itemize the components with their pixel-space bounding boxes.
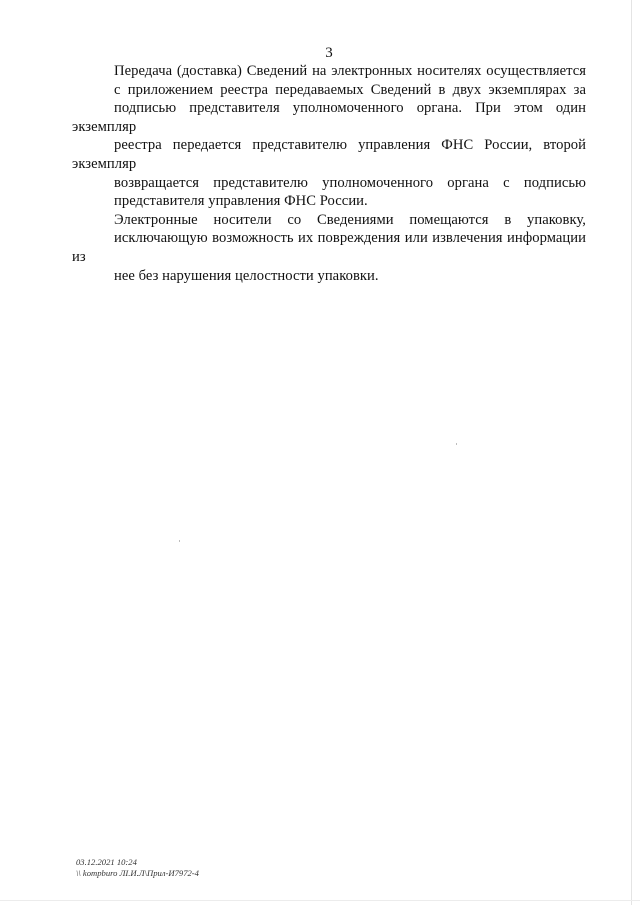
scan-speck — [456, 443, 457, 445]
text-line: исключающую возможность их повреждения или извлечения информации из — [72, 230, 586, 265]
text-line: подписью представителя уполномоченного органа. При этом один экземпляр — [72, 100, 586, 135]
page-number: 3 — [325, 45, 333, 61]
scan-speck — [179, 540, 180, 542]
scan-edge-bottom — [0, 900, 640, 901]
document-body — [72, 62, 586, 285]
scan-edge-right — [631, 0, 632, 905]
document-footer — [76, 857, 199, 878]
text-line: нее без нарушения целостности упаковки. — [114, 267, 379, 284]
footer-file-reference: \\ kompburo ЛI.И.Л\Прил-И7972-4 — [76, 867, 199, 878]
text-line: Передача (доставка) Сведений на электронных носителях осуществляется — [114, 63, 586, 79]
text-line: с приложением реестра передаваемых Сведений в двух экземплярах за — [114, 81, 586, 98]
text-line: реестра передается представителю управления ФНС России, второй экземпляр — [72, 137, 586, 172]
paragraph-delivery — [72, 62, 586, 211]
text-line: представителя управления ФНС России. — [114, 193, 368, 210]
text-line: Электронные носители со Сведениями помещаются в упаковку, — [114, 211, 586, 228]
text-line: возвращается представителю уполномоченного органа с подписью — [114, 174, 586, 191]
footer-timestamp: 03.12.2021 10:24 — [76, 857, 137, 867]
paragraph-packaging — [72, 211, 586, 285]
